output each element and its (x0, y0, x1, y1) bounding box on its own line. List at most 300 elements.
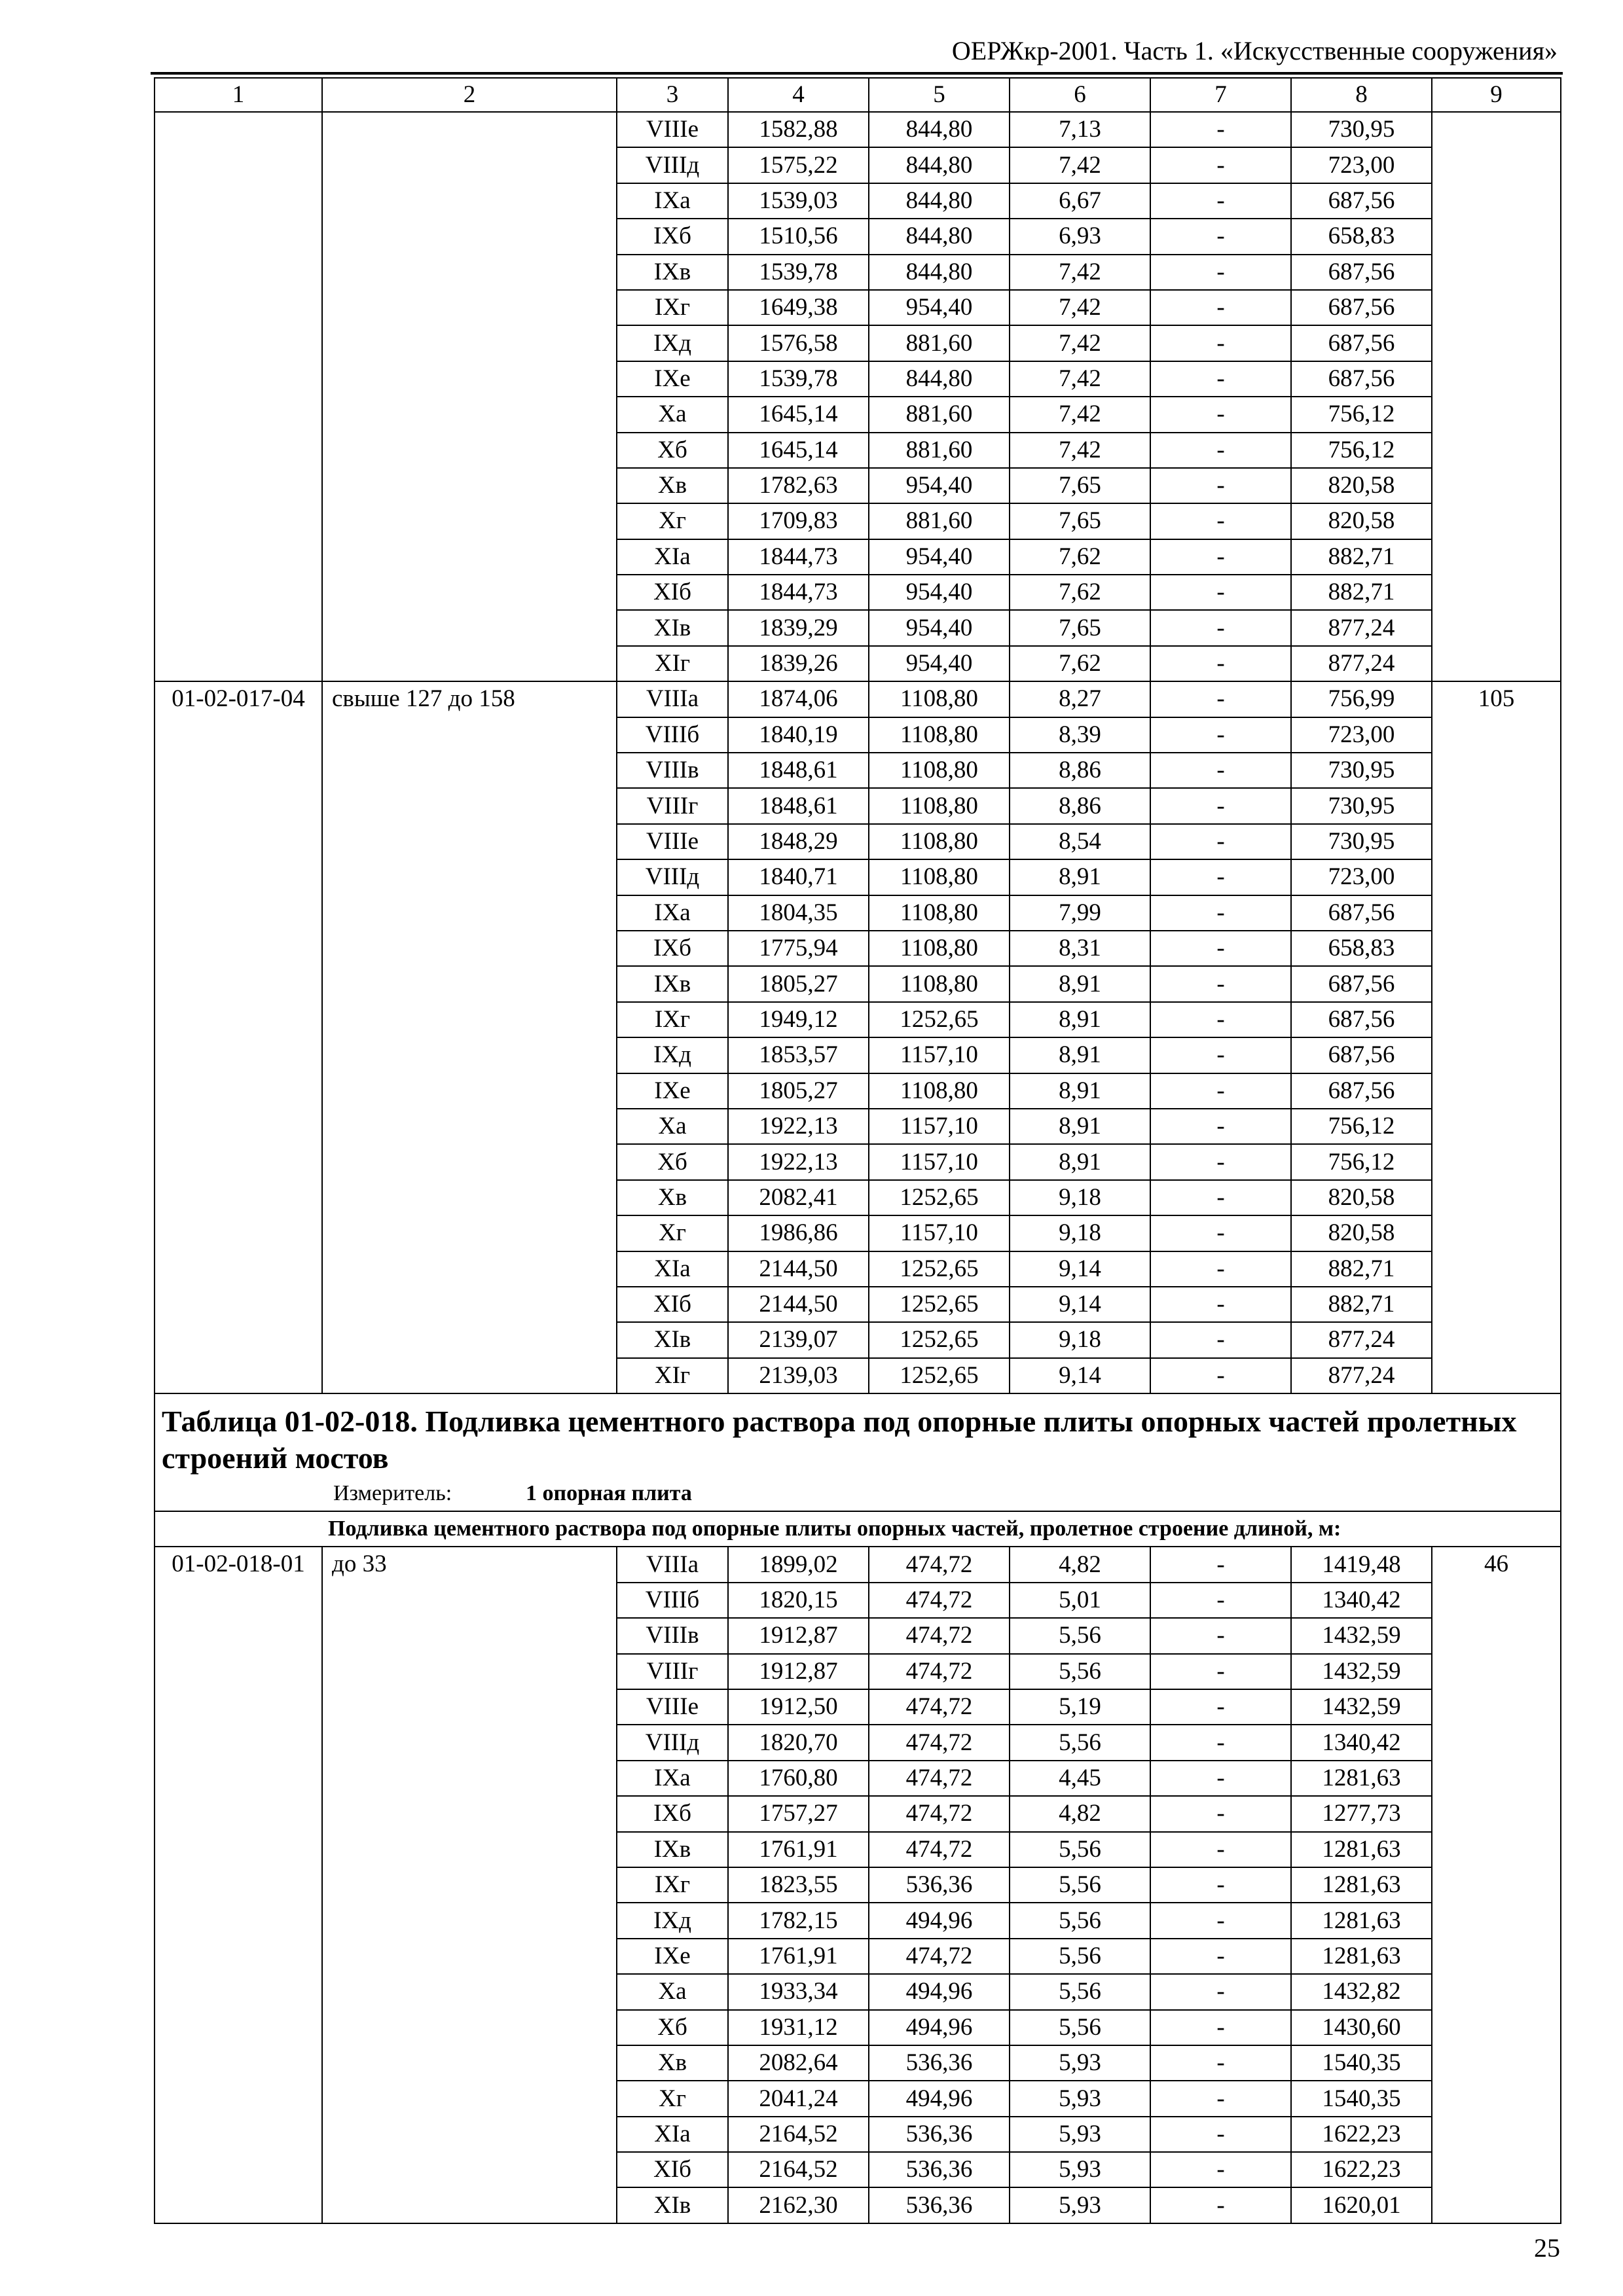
table-cell: 6,93 (1010, 219, 1150, 254)
table-cell: - (1150, 361, 1291, 397)
table-cell: VIIIe (617, 1689, 728, 1725)
subheader-row (155, 1511, 1561, 1547)
table-cell: 1757,27 (728, 1796, 869, 1831)
table-cell: 7,42 (1010, 397, 1150, 432)
table-cell: 9,14 (1010, 1287, 1150, 1322)
table-cell: - (1150, 859, 1291, 895)
table-cell: 7,99 (1010, 895, 1150, 931)
table-cell: 1582,88 (728, 112, 869, 147)
table-cell: 1949,12 (728, 1002, 869, 1037)
table-cell: 1848,61 (728, 788, 869, 823)
table-cell: 5,93 (1010, 2187, 1150, 2223)
table-cell: 494,96 (869, 1974, 1010, 2009)
table-cell: - (1150, 2045, 1291, 2081)
column-number: 2 (322, 78, 617, 112)
table-cell: - (1150, 788, 1291, 823)
table-cell: XIб (617, 1287, 728, 1322)
table-cell: 1761,91 (728, 1832, 869, 1867)
table-cell: - (1150, 1618, 1291, 1653)
table-cell: - (1150, 2117, 1291, 2152)
subheader-text: Подливка цементного раствора под опорные плиты опорных частей, пролетное строение длиной, м: (155, 1511, 1561, 1547)
table-cell: 1281,63 (1291, 1761, 1432, 1796)
table-cell: 723,00 (1291, 147, 1432, 183)
block-continuation (155, 78, 1561, 681)
table-cell: XIб (617, 2152, 728, 2187)
table-cell: 8,91 (1010, 1073, 1150, 1109)
column-number: 8 (1291, 78, 1432, 112)
table-cell: 1820,15 (728, 1583, 869, 1618)
table-cell: 882,71 (1291, 1287, 1432, 1322)
table-cell: 844,80 (869, 255, 1010, 290)
table-cell: 1157,10 (869, 1037, 1010, 1073)
table-cell: - (1150, 1689, 1291, 1725)
table-cell: 1823,55 (728, 1867, 869, 1903)
table-cell: 1157,10 (869, 1144, 1010, 1179)
table-cell: - (1150, 2152, 1291, 2187)
table-cell: - (1150, 1251, 1291, 1287)
table-cell: 9,18 (1010, 1180, 1150, 1215)
table-cell: IXв (617, 966, 728, 1001)
table-cell: 881,60 (869, 433, 1010, 468)
table-cell: 1912,87 (728, 1654, 869, 1689)
table-cell: 1281,63 (1291, 1903, 1432, 1938)
table-cell: IXa (617, 1761, 728, 1796)
table-cell: 474,72 (869, 1547, 1010, 1582)
table-cell: - (1150, 1796, 1291, 1831)
table-cell: 1108,80 (869, 681, 1010, 717)
table-cell: 494,96 (869, 1903, 1010, 1938)
table-cell: 474,72 (869, 1725, 1010, 1760)
table-cell: 2162,30 (728, 2187, 869, 2223)
table-cell: - (1150, 1761, 1291, 1796)
table-cell: - (1150, 1654, 1291, 1689)
table-cell: 9,14 (1010, 1358, 1150, 1393)
table-cell: 820,58 (1291, 468, 1432, 503)
table-cell: 1839,29 (728, 610, 869, 645)
rate-code (155, 112, 322, 681)
table-cell: 687,56 (1291, 895, 1432, 931)
table-cell: - (1150, 1287, 1291, 1322)
column-number: 7 (1150, 78, 1291, 112)
table-cell: 1340,42 (1291, 1725, 1432, 1760)
rate-code: 01-02-017-04 (155, 681, 322, 1393)
table-cell: 1805,27 (728, 966, 869, 1001)
table-cell: 8,91 (1010, 1144, 1150, 1179)
table-caption-block (155, 1393, 1561, 1547)
column-number: 1 (155, 78, 322, 112)
table-cell: 756,12 (1291, 397, 1432, 432)
table-cell: 1539,78 (728, 361, 869, 397)
table-cell: 7,42 (1010, 147, 1150, 183)
table-cell: 1844,73 (728, 575, 869, 610)
table-cell: 8,27 (1010, 681, 1150, 717)
header-divider (151, 72, 1563, 75)
table-cell: 536,36 (869, 2045, 1010, 2081)
table-cell: - (1150, 753, 1291, 788)
table-cell: 2144,50 (728, 1251, 869, 1287)
table-cell: - (1150, 290, 1291, 325)
table-cell: 877,24 (1291, 1358, 1432, 1393)
column-number: 3 (617, 78, 728, 112)
table-cell: 954,40 (869, 575, 1010, 610)
table-cell: 1820,70 (728, 1725, 869, 1760)
table-cell: Xб (617, 1144, 728, 1179)
table-cell: 954,40 (869, 539, 1010, 575)
table-cell: - (1150, 1037, 1291, 1073)
table-cell: - (1150, 2081, 1291, 2116)
table-cell: 536,36 (869, 2152, 1010, 2187)
table-cell: 844,80 (869, 183, 1010, 219)
table-cell: 1839,26 (728, 646, 869, 681)
table-cell: 5,56 (1010, 1867, 1150, 1903)
table-cell: - (1150, 397, 1291, 432)
table-cell: - (1150, 1215, 1291, 1251)
table-cell: 1931,12 (728, 2010, 869, 2045)
column-9-value: 46 (1432, 1547, 1561, 2223)
table-cell: IXб (617, 1796, 728, 1831)
table-cell: IXг (617, 1002, 728, 1037)
table-cell: VIIIa (617, 1547, 728, 1582)
table-cell: 7,42 (1010, 255, 1150, 290)
rate-code: 01-02-018-01 (155, 1547, 322, 2223)
table-cell: 1539,78 (728, 255, 869, 290)
table-cell: 9,18 (1010, 1322, 1150, 1357)
table-cell: 1252,65 (869, 1287, 1010, 1322)
column-number: 6 (1010, 78, 1150, 112)
table-row (155, 112, 1561, 147)
table-cell: 877,24 (1291, 610, 1432, 645)
table-cell: 1252,65 (869, 1251, 1010, 1287)
table-cell: 881,60 (869, 503, 1010, 539)
table-cell: 474,72 (869, 1618, 1010, 1653)
table-cell: XIa (617, 1251, 728, 1287)
table-cell: VIIIв (617, 753, 728, 788)
table-cell: 1782,15 (728, 1903, 869, 1938)
table-cell: VIIIд (617, 147, 728, 183)
table-cell: 4,82 (1010, 1547, 1150, 1582)
table-cell: - (1150, 1939, 1291, 1974)
table-cell: 536,36 (869, 2187, 1010, 2223)
table-cell: 5,93 (1010, 2117, 1150, 2152)
table-cell: 1252,65 (869, 1002, 1010, 1037)
table-cell: - (1150, 1725, 1291, 1760)
table-cell: IXг (617, 1867, 728, 1903)
table-row (155, 681, 1561, 717)
table-cell: 756,12 (1291, 1109, 1432, 1144)
table-cell: 1840,19 (728, 717, 869, 753)
table-cell: 2082,64 (728, 2045, 869, 2081)
table-cell: XIв (617, 1322, 728, 1357)
table-cell: 756,12 (1291, 433, 1432, 468)
table-cell: 1874,06 (728, 681, 869, 717)
meter-value: 1 опорная плита (526, 1481, 692, 1506)
table-cell: IXa (617, 183, 728, 219)
table-cell: - (1150, 1180, 1291, 1215)
table-cell: 1540,35 (1291, 2045, 1432, 2081)
table-cell: 8,91 (1010, 1037, 1150, 1073)
table-cell: 1108,80 (869, 717, 1010, 753)
table-cell: 658,83 (1291, 219, 1432, 254)
table-cell: 1432,59 (1291, 1618, 1432, 1653)
table-cell: 1620,01 (1291, 2187, 1432, 2223)
table-cell: VIIIг (617, 1654, 728, 1689)
table-cell: 877,24 (1291, 646, 1432, 681)
table-cell: 1912,87 (728, 1618, 869, 1653)
table-cell: 2139,07 (728, 1322, 869, 1357)
table-cell: Xa (617, 397, 728, 432)
table-cell: 7,62 (1010, 575, 1150, 610)
table-cell: 1649,38 (728, 290, 869, 325)
table-cell: 536,36 (869, 2117, 1010, 2152)
column-number: 5 (869, 78, 1010, 112)
table-cell: 1108,80 (869, 966, 1010, 1001)
table-cell: 9,18 (1010, 1215, 1150, 1251)
table-cell: 820,58 (1291, 503, 1432, 539)
table-cell: 7,42 (1010, 325, 1150, 361)
column-number: 4 (728, 78, 869, 112)
table-cell: 5,56 (1010, 1903, 1150, 1938)
table-cell: 844,80 (869, 147, 1010, 183)
table-cell: 954,40 (869, 610, 1010, 645)
table-cell: IXв (617, 255, 728, 290)
table-cell: - (1150, 2187, 1291, 2223)
table-cell: 1576,58 (728, 325, 869, 361)
table-cell: 474,72 (869, 1583, 1010, 1618)
table-cell: 4,82 (1010, 1796, 1150, 1831)
table-cell: - (1150, 1073, 1291, 1109)
table-cell: 1575,22 (728, 147, 869, 183)
table-cell: 723,00 (1291, 859, 1432, 895)
table-cell: 1922,13 (728, 1144, 869, 1179)
column-number: 9 (1432, 78, 1561, 112)
table-cell: 5,93 (1010, 2081, 1150, 2116)
table-cell: Xб (617, 2010, 728, 2045)
table-caption-title: Таблица 01-02-018. Подливка цементного раствора под опорные плиты опорных частей пролетных строений мостов (162, 1405, 1517, 1475)
table-cell: 1645,14 (728, 433, 869, 468)
table-cell: 8,91 (1010, 966, 1150, 1001)
table-cell: 687,56 (1291, 361, 1432, 397)
rates-table (154, 77, 1561, 2224)
table-cell: 7,42 (1010, 361, 1150, 397)
table-cell: - (1150, 468, 1291, 503)
table-cell: 820,58 (1291, 1215, 1432, 1251)
table-cell: 494,96 (869, 2010, 1010, 2045)
table-cell: VIIIб (617, 717, 728, 753)
table-cell: XIв (617, 2187, 728, 2223)
table-cell: - (1150, 824, 1291, 859)
table-cell: VIIIб (617, 1583, 728, 1618)
table-cell: 5,19 (1010, 1689, 1150, 1725)
table-cell: 474,72 (869, 1939, 1010, 1974)
table-cell: 820,58 (1291, 1180, 1432, 1215)
table-cell: - (1150, 575, 1291, 610)
table-cell: 1709,83 (728, 503, 869, 539)
table-cell: XIa (617, 2117, 728, 2152)
table-cell: VIIIг (617, 788, 728, 823)
table-cell: 2144,50 (728, 1287, 869, 1322)
table-cell: 5,93 (1010, 2152, 1150, 2187)
table-cell: 658,83 (1291, 931, 1432, 966)
table-cell: 1645,14 (728, 397, 869, 432)
table-cell: 1986,86 (728, 1215, 869, 1251)
table-cell: Xв (617, 468, 728, 503)
table-cell: 1805,27 (728, 1073, 869, 1109)
table-cell: 5,56 (1010, 1725, 1150, 1760)
table-cell: 1281,63 (1291, 1867, 1432, 1903)
page-number: 25 (1534, 2233, 1560, 2263)
table-cell: 5,56 (1010, 1974, 1150, 2009)
table-cell: 1430,60 (1291, 2010, 1432, 2045)
table-cell: 5,56 (1010, 1832, 1150, 1867)
table-cell: 1108,80 (869, 824, 1010, 859)
table-cell: - (1150, 325, 1291, 361)
table-cell: 5,93 (1010, 2045, 1150, 2081)
table-cell: 536,36 (869, 1867, 1010, 1903)
table-cell: IXб (617, 219, 728, 254)
table-cell: 877,24 (1291, 1322, 1432, 1357)
table-cell: 1840,71 (728, 859, 869, 895)
table-cell: 5,56 (1010, 1618, 1150, 1653)
table-cell: 8,91 (1010, 1002, 1150, 1037)
table-cell: 1775,94 (728, 931, 869, 966)
table-cell: 1157,10 (869, 1215, 1010, 1251)
table-cell: 494,96 (869, 2081, 1010, 2116)
table-cell: 1252,65 (869, 1180, 1010, 1215)
table-cell: 5,56 (1010, 1654, 1150, 1689)
table-cell: 687,56 (1291, 1002, 1432, 1037)
table-cell: 687,56 (1291, 1073, 1432, 1109)
table-cell: 1844,73 (728, 539, 869, 575)
table-cell: 474,72 (869, 1689, 1010, 1725)
table-cell: IXe (617, 361, 728, 397)
table-cell: 1848,29 (728, 824, 869, 859)
table-cell: 5,01 (1010, 1583, 1150, 1618)
table-cell: 1622,23 (1291, 2152, 1432, 2187)
table-cell: - (1150, 966, 1291, 1001)
table-cell: - (1150, 1109, 1291, 1144)
table-row (155, 1547, 1561, 1582)
table-cell: 4,45 (1010, 1761, 1150, 1796)
table-cell: - (1150, 1322, 1291, 1357)
table-cell: 474,72 (869, 1832, 1010, 1867)
table-cell: 7,65 (1010, 503, 1150, 539)
table-cell: 2082,41 (728, 1180, 869, 1215)
table-cell: IXд (617, 1903, 728, 1938)
table-cell: Xв (617, 1180, 728, 1215)
table-cell: 1108,80 (869, 788, 1010, 823)
table-cell: 1277,73 (1291, 1796, 1432, 1831)
table-cell: XIa (617, 539, 728, 575)
table-cell: 1510,56 (728, 219, 869, 254)
table-cell: 687,56 (1291, 255, 1432, 290)
block-01-02-018-01 (155, 1547, 1561, 2223)
table-cell: 730,95 (1291, 824, 1432, 859)
table-cell: - (1150, 895, 1291, 931)
table-cell: 687,56 (1291, 966, 1432, 1001)
table-cell: - (1150, 1867, 1291, 1903)
table-cell: 844,80 (869, 219, 1010, 254)
meter-row (162, 1480, 1552, 1507)
table-cell: 1761,91 (728, 1939, 869, 1974)
table-cell: 1912,50 (728, 1689, 869, 1725)
table-cell: 1933,34 (728, 1974, 869, 2009)
table-cell: 954,40 (869, 646, 1010, 681)
table-cell: 1432,82 (1291, 1974, 1432, 2009)
meter-label: Измеритель: (333, 1481, 452, 1506)
table-cell: VIIIв (617, 1618, 728, 1653)
table-cell: 844,80 (869, 112, 1010, 147)
document-header-title: ОЕРЖкр-2001. Часть 1. «Искусственные сооружения» (951, 36, 1558, 65)
table-cell: 687,56 (1291, 1037, 1432, 1073)
table-cell: - (1150, 2010, 1291, 2045)
table-cell: 756,12 (1291, 1144, 1432, 1179)
table-cell: 8,91 (1010, 859, 1150, 895)
table-cell: VIIIe (617, 112, 728, 147)
table-cell: - (1150, 219, 1291, 254)
table-cell: - (1150, 1358, 1291, 1393)
table-cell: 1782,63 (728, 468, 869, 503)
table-cell: 881,60 (869, 325, 1010, 361)
table-cell: 9,14 (1010, 1251, 1150, 1287)
table-cell: 8,54 (1010, 824, 1150, 859)
table-cell: - (1150, 681, 1291, 717)
table-cell: 1432,59 (1291, 1689, 1432, 1725)
table-cell: - (1150, 433, 1291, 468)
table-cell: 1108,80 (869, 931, 1010, 966)
table-cell: 844,80 (869, 361, 1010, 397)
table-cell: - (1150, 1583, 1291, 1618)
table-cell: Xг (617, 2081, 728, 2116)
column-9-value: 105 (1432, 681, 1561, 1393)
table-cell: 730,95 (1291, 788, 1432, 823)
table-cell: 1922,13 (728, 1109, 869, 1144)
table-cell: 1432,59 (1291, 1654, 1432, 1689)
table-cell: - (1150, 255, 1291, 290)
table-cell: 723,00 (1291, 717, 1432, 753)
table-cell: IXв (617, 1832, 728, 1867)
table-cell: 7,13 (1010, 112, 1150, 147)
table-cell: 8,86 (1010, 753, 1150, 788)
table-cell: 8,86 (1010, 788, 1150, 823)
table-cell: 954,40 (869, 468, 1010, 503)
table-cell: 5,56 (1010, 2010, 1150, 2045)
table-cell: 1281,63 (1291, 1832, 1432, 1867)
table-cell: IXб (617, 931, 728, 966)
rate-description (322, 112, 617, 681)
table-cell: 1108,80 (869, 1073, 1010, 1109)
table-cell: - (1150, 112, 1291, 147)
table-cell: Xб (617, 433, 728, 468)
table-cell: XIг (617, 646, 728, 681)
rate-description: свыше 127 до 158 (322, 681, 617, 1393)
table-cell: 474,72 (869, 1761, 1010, 1796)
table-cell: 882,71 (1291, 539, 1432, 575)
table-cell: Xa (617, 1974, 728, 2009)
table-cell: 1252,65 (869, 1358, 1010, 1393)
table-cell: 8,91 (1010, 1109, 1150, 1144)
table-cell: - (1150, 1547, 1291, 1582)
table-cell: 2041,24 (728, 2081, 869, 2116)
table-cell: 7,65 (1010, 610, 1150, 645)
table-cell: IXд (617, 325, 728, 361)
table-cell: 2139,03 (728, 1358, 869, 1393)
table-cell: - (1150, 610, 1291, 645)
table-cell: 1760,80 (728, 1761, 869, 1796)
table-cell: IXe (617, 1939, 728, 1974)
table-cell: 1108,80 (869, 753, 1010, 788)
table-cell: 730,95 (1291, 112, 1432, 147)
table-cell: XIг (617, 1358, 728, 1393)
